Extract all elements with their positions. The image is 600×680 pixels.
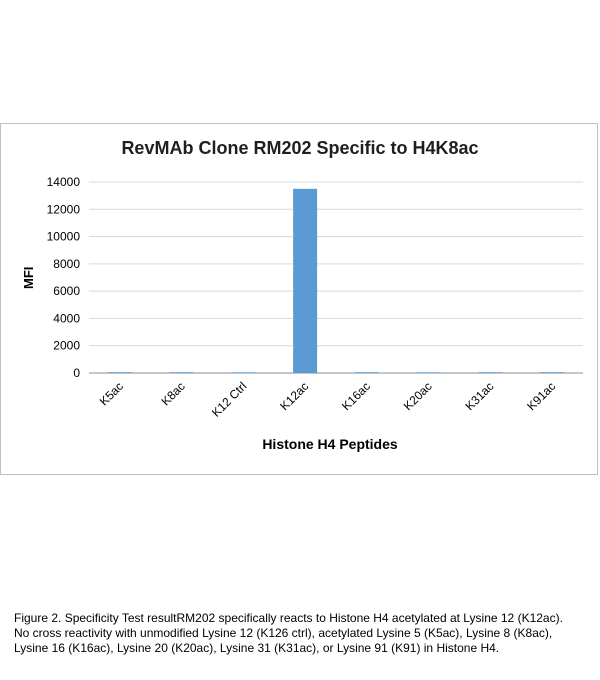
y-tick-label: 2000 (53, 338, 80, 353)
plot-svg (1, 124, 597, 474)
x-tick-label: K91ac (524, 379, 559, 414)
y-tick-label: 12000 (46, 202, 80, 217)
y-tick-label: 0 (73, 366, 80, 380)
x-tick-label: K16ac (339, 379, 373, 414)
y-tick-label: 6000 (53, 284, 80, 299)
bar-k16ac (355, 372, 379, 373)
bar-k12ac (293, 189, 317, 373)
x-tick-label: K20ac (400, 379, 435, 414)
x-tick-label: K31ac (462, 379, 497, 414)
x-tick-label: K8ac (158, 379, 188, 409)
x-tick-label: K12 Ctrl (208, 379, 250, 420)
x-axis-label: Histone H4 Peptides (262, 436, 398, 452)
y-tick-label: 14000 (46, 175, 80, 189)
x-tick-label: K12ac (277, 379, 312, 414)
y-axis-label: MFI (21, 266, 36, 289)
chart-area (0, 123, 598, 475)
bar-k12-ctrl (231, 372, 255, 373)
bar-k20ac (417, 372, 441, 373)
y-tick-label: 8000 (53, 256, 80, 271)
chart-title: RevMAb Clone RM202 Specific to H4K8ac (121, 138, 479, 158)
bar-k91ac (540, 372, 564, 373)
figure-caption: Figure 2. Specificity Test resultRM202 specifically reacts to Histone H4 acetylated at Lysine 12 (K12ac). No cross reactivity with unmodified Lysine 12 (K126 ctrl), acetylated Lysine 5 (K5ac), Lysine 8 (K8ac), Lysine 16 (K16ac), Lysine 20 (K20ac), Lysine 31 (K31ac), or Lysine 91 (K91) in Histone H4. (14, 611, 563, 655)
bar-k8ac (170, 372, 194, 373)
bar-k31ac (478, 372, 502, 373)
bar-k5ac (108, 372, 132, 373)
y-tick-label: 10000 (46, 229, 80, 244)
x-tick-label: K5ac (96, 379, 126, 409)
y-tick-label: 4000 (53, 311, 80, 326)
